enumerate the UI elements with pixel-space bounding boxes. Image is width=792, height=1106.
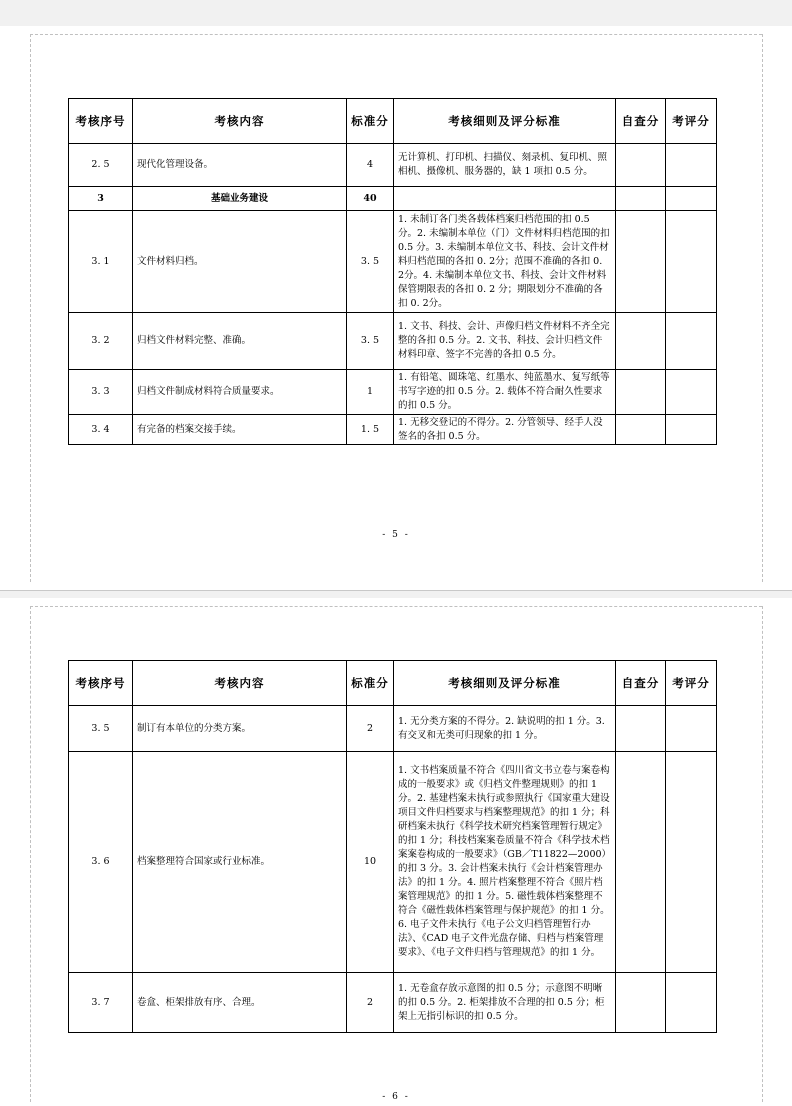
row-score: 3. 5 xyxy=(347,211,394,313)
row-evaluation-cell[interactable] xyxy=(666,370,717,415)
row-score: 10 xyxy=(347,752,394,973)
row-score: 1 xyxy=(347,370,394,415)
header-serial-number: 考核序号 xyxy=(69,99,133,144)
row-content: 现代化管理设备。 xyxy=(133,144,347,187)
header-self-check-score: 自查分 xyxy=(616,661,666,706)
row-evaluation-cell[interactable] xyxy=(666,211,717,313)
page-separator xyxy=(0,590,792,591)
table-row xyxy=(69,706,717,752)
margin-guide-right xyxy=(762,606,763,1102)
assessment-table-page-6 xyxy=(68,660,717,1033)
row-criteria: 1. 文书档案质量不符合《四川省文书立卷与案卷构成的一般要求》或《归档文件整理规则》的扣 1 分。2. 基建档案未执行或参照执行《国家重大建设项目文件归档要求与档案整理规范》的扣 1 分；科研档案未执行《科学技术研究档案管理暂行规定》的扣 1 分；科技档案案卷质量不符合《科学技术档案案卷构成的一般要求》（GB／T11822—2000）的扣 3 分。3. 会计档案未执行《会计档案管理办法》的扣 1 分。4. 照片档案整理不符合《照片档案管理规范》的扣 1 分。5. 磁性载体档案整理不符合《磁性载体档案管理与保护规范》的扣 1 分。6. 电子文件未执行《电子公文归档管理暂行办法》、《CAD 电子文件光盘存储、归档与档案管理要求》、《电子文件归档与管理规范》的扣 1 分。 xyxy=(394,752,616,973)
row-criteria: 1. 无分类方案的不得分。2. 缺说明的扣 1 分。3. 有交叉和无类可归现象的扣 1 分。 xyxy=(394,706,616,752)
row-number: 3 xyxy=(69,187,133,211)
row-criteria: 1. 未制订各门类各载体档案归档范围的扣 0.5 分。2. 未编制本单位（门）文件材料归档范围的扣 0.5 分。3. 未编制本单位文书、科技、会计文件材料归档范围的各扣 0. 2分；范围不准确的各扣 0. 2分。4. 未编制本单位文书、科技、会计文件材料保管期限表的各扣 0. 2 分；期限划分不准确的各扣 0. 2分。 xyxy=(394,211,616,313)
header-evaluation-score: 考评分 xyxy=(666,99,717,144)
row-number: 3. 4 xyxy=(69,415,133,445)
row-self-check-cell[interactable] xyxy=(616,370,666,415)
row-criteria-empty xyxy=(394,187,616,211)
row-evaluation-cell[interactable] xyxy=(666,752,717,973)
assessment-table-page-5 xyxy=(68,98,717,445)
row-evaluation-cell[interactable] xyxy=(666,313,717,370)
header-serial-number: 考核序号 xyxy=(69,661,133,706)
row-self-check-cell[interactable] xyxy=(616,211,666,313)
document-page-5 xyxy=(0,26,792,590)
row-content: 制订有本单位的分类方案。 xyxy=(133,706,347,752)
table-row xyxy=(69,973,717,1033)
table-row xyxy=(69,370,717,415)
row-number: 3. 6 xyxy=(69,752,133,973)
row-number: 3. 7 xyxy=(69,973,133,1033)
row-content: 归档文件材料完整、准确。 xyxy=(133,313,347,370)
row-content: 文件材料归档。 xyxy=(133,211,347,313)
row-self-check-cell[interactable] xyxy=(616,187,666,211)
row-content: 档案整理符合国家或行业标准。 xyxy=(133,752,347,973)
row-number: 3. 5 xyxy=(69,706,133,752)
table-row xyxy=(69,144,717,187)
row-score: 3. 5 xyxy=(347,313,394,370)
row-self-check-cell[interactable] xyxy=(616,706,666,752)
row-score: 40 xyxy=(347,187,394,211)
row-score: 1. 5 xyxy=(347,415,394,445)
row-self-check-cell[interactable] xyxy=(616,415,666,445)
row-content: 卷盒、柜架排放有序、合理。 xyxy=(133,973,347,1033)
row-self-check-cell[interactable] xyxy=(616,144,666,187)
table-header-row xyxy=(69,99,717,144)
row-criteria: 1. 文书、科技、会计、声像归档文件材料不齐全完整的各扣 0.5 分。2. 文书、科技、会计归档文件材料印章、签字不完善的各扣 0.5 分。 xyxy=(394,313,616,370)
row-criteria: 1. 无移交登记的不得分。2. 分管领导、经手人没签名的各扣 0.5 分。 xyxy=(394,415,616,445)
row-criteria: 1. 无卷盒存放示意图的扣 0.5 分；示意图不明晰的扣 0.5 分。2. 柜架排放不合理的扣 0.5 分；柜架上无指引标识的扣 0.5 分。 xyxy=(394,973,616,1033)
header-content: 考核内容 xyxy=(133,99,347,144)
row-criteria: 无计算机、打印机、扫描仪、刻录机、复印机、照相机、摄像机、服务器的，缺 1 项扣 0.5 分。 xyxy=(394,144,616,187)
header-standard-score: 标准分 xyxy=(347,661,394,706)
header-criteria: 考核细则及评分标准 xyxy=(394,99,616,144)
row-score: 2 xyxy=(347,706,394,752)
table-row-section xyxy=(69,187,717,211)
row-evaluation-cell[interactable] xyxy=(666,415,717,445)
table-header-row xyxy=(69,661,717,706)
header-standard-score: 标准分 xyxy=(347,99,394,144)
row-number: 2. 5 xyxy=(69,144,133,187)
header-criteria: 考核细则及评分标准 xyxy=(394,661,616,706)
row-content: 基础业务建设 xyxy=(133,187,347,211)
margin-guide-top xyxy=(30,34,762,35)
row-evaluation-cell[interactable] xyxy=(666,144,717,187)
table-row xyxy=(69,211,717,313)
row-evaluation-cell[interactable] xyxy=(666,973,717,1033)
header-content: 考核内容 xyxy=(133,661,347,706)
page-number: - 6 - xyxy=(382,1092,410,1102)
row-criteria: 1. 有铅笔、圆珠笔、红墨水、纯蓝墨水、复写纸等书写字迹的扣 0.5 分。2. 载体不符合耐久性要求的扣 0.5 分。 xyxy=(394,370,616,415)
row-content: 有完备的档案交接手续。 xyxy=(133,415,347,445)
row-number: 3. 2 xyxy=(69,313,133,370)
row-evaluation-cell[interactable] xyxy=(666,706,717,752)
row-self-check-cell[interactable] xyxy=(616,973,666,1033)
row-self-check-cell[interactable] xyxy=(616,752,666,973)
row-evaluation-cell[interactable] xyxy=(666,187,717,211)
margin-guide-top xyxy=(30,606,762,607)
row-number: 3. 3 xyxy=(69,370,133,415)
table-row xyxy=(69,313,717,370)
margin-guide-right xyxy=(762,34,763,582)
header-self-check-score: 自查分 xyxy=(616,99,666,144)
table-row xyxy=(69,415,717,445)
row-number: 3. 1 xyxy=(69,211,133,313)
row-score: 4 xyxy=(347,144,394,187)
row-score: 2 xyxy=(347,973,394,1033)
margin-guide-left xyxy=(30,34,31,582)
page-number: - 5 - xyxy=(382,530,410,540)
table-row xyxy=(69,752,717,973)
document-page-6 xyxy=(0,598,792,1106)
row-content: 归档文件制成材料符合质量要求。 xyxy=(133,370,347,415)
header-evaluation-score: 考评分 xyxy=(666,661,717,706)
margin-guide-left xyxy=(30,606,31,1102)
row-self-check-cell[interactable] xyxy=(616,313,666,370)
